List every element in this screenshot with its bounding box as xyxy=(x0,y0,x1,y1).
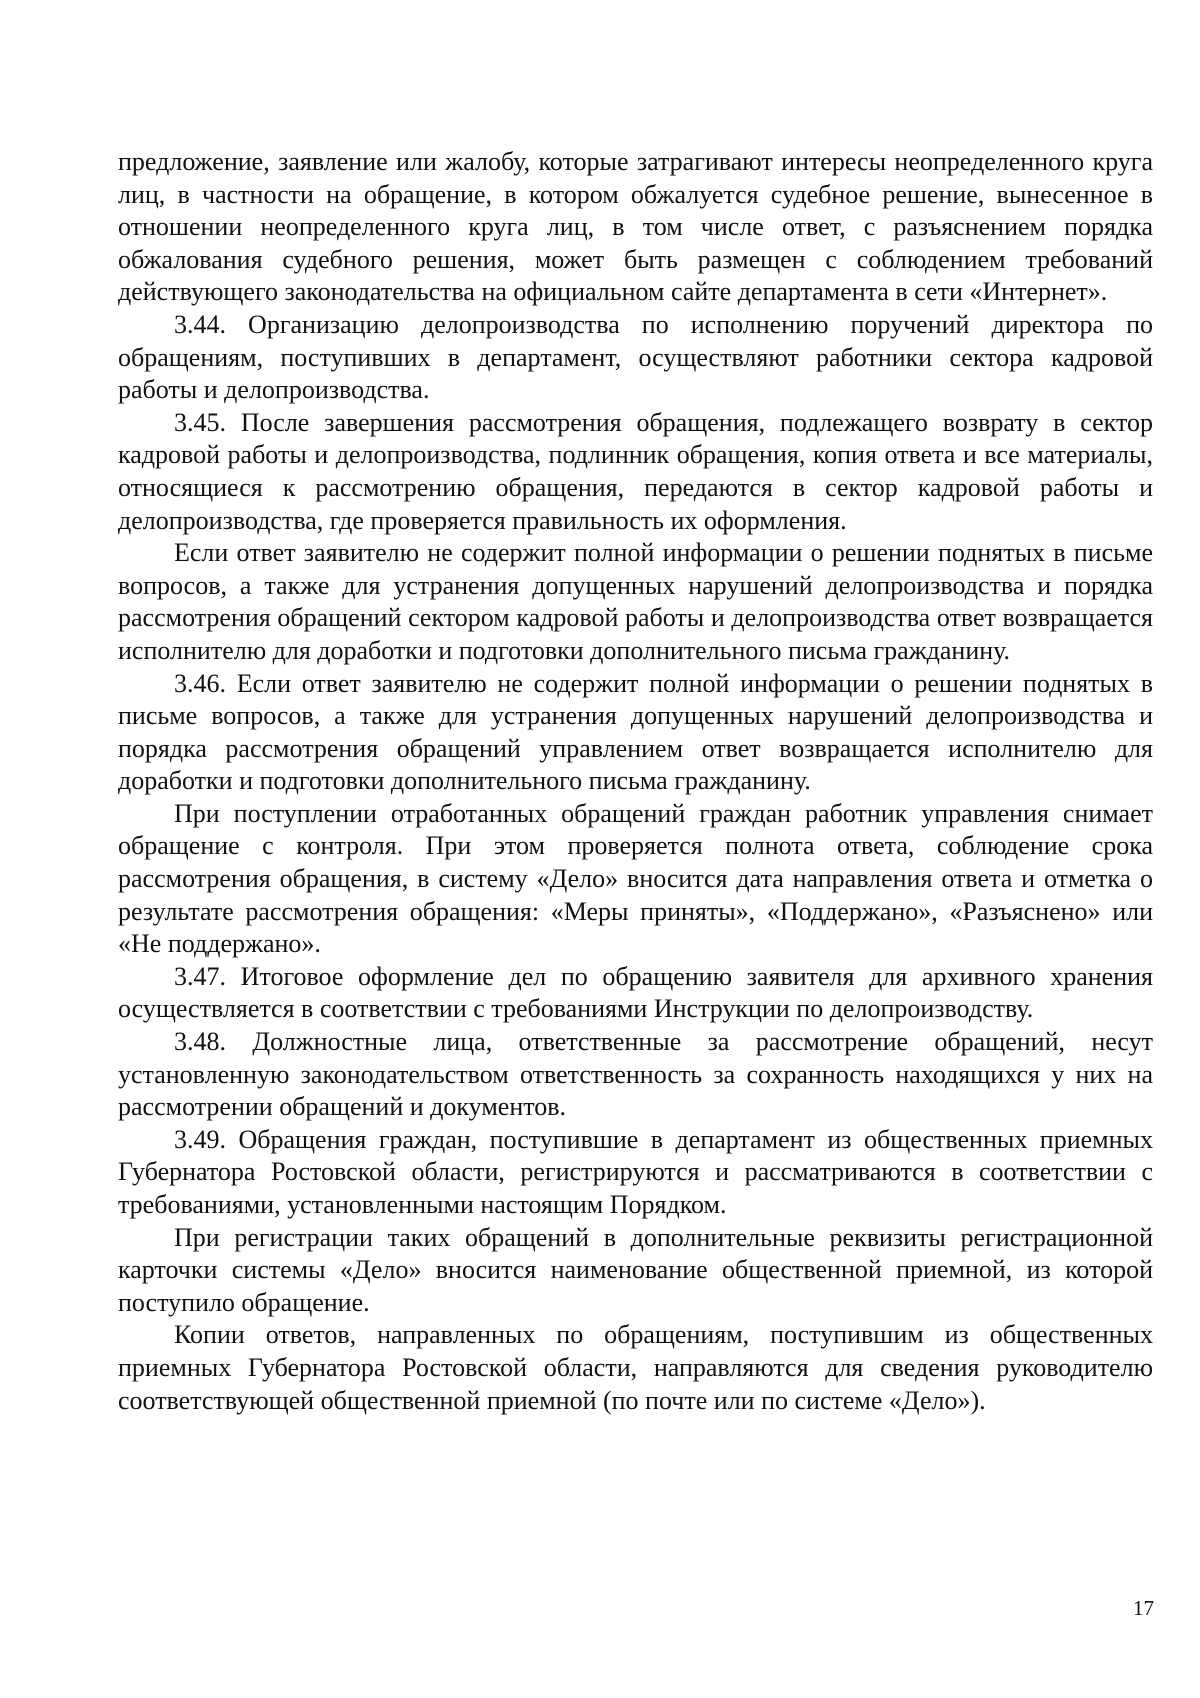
paragraph-3-48: 3.48. Должностные лица, ответственные за рассмотрение обращений, несут установленную законодательством ответственность за сохранность находящихся у них на рассмотрении обращений и документов. xyxy=(118,1027,1153,1122)
paragraph-3-49-registration: При регистрации таких обращений в дополнительные реквизиты регистрационной карточки системы «Дело» вносится наименование общественной приемной, из которой поступило обращение. xyxy=(118,1222,1153,1317)
paragraph-3-45-return: Если ответ заявителю не содержит полной информации о решении поднятых в письме вопросов, а также для устранения допущенных нарушений делопроизводства и порядка рассмотрения обращений сектором кадровой работы и делопроизводства ответ возвращается исполнителю для доработки и подготовки дополнительного письма гражданину. xyxy=(118,538,1153,665)
paragraph-3-49-copies: Копии ответов, направленных по обращениям, поступившим из общественных приемных Губернатора Ростовской области, направляются для сведения руководителю соответствующей общественной приемной (по почте или по системе «Дело»). xyxy=(118,1320,1153,1415)
paragraph-3-45: 3.45. После завершения рассмотрения обращения, подлежащего возврату в сектор кадровой работы и делопроизводства, подлинник обращения, копия ответа и все материалы, относящиеся к рассмотрению обращения, передаются в сектор кадровой работы и делопроизводства, где проверяется правильность их оформления. xyxy=(118,407,1153,535)
paragraph-3-47: 3.47. Итоговое оформление дел по обращению заявителя для архивного хранения осуществляется в соответствии с требованиями Инструкции по делопроизводству. xyxy=(118,961,1153,1024)
paragraph-3-44: 3.44. Организацию делопроизводства по исполнению поручений директора по обращениям, поступивших в департамент, осуществляют работники сектора кадровой работы и делопроизводства. xyxy=(118,309,1153,405)
paragraph-3-49: 3.49. Обращения граждан, поступившие в департамент из общественных приемных Губернатора Ростовской области, регистрируются и рассматриваются в соответствии с требованиями, установленными настоящим Порядком. xyxy=(118,1124,1153,1219)
document-body xyxy=(118,146,1153,1417)
paragraph-continuation: предложение, заявление или жалобу, которые затрагивают интересы неопределенного круга лиц, в частности на обращение, в котором обжалуется судебное решение, вынесенное в отношении неопределенного круга лиц, в том числе ответ, с разъяснением порядка обжалования судебного решения, может быть размещен с соблюдением требований действующего законодательства на официальном сайте департамента в сети «Интернет». xyxy=(118,147,1153,307)
page-number: 17 xyxy=(1133,1596,1154,1620)
paragraph-3-46: 3.46. Если ответ заявителю не содержит полной информации о решении поднятых в письме вопросов, а также для устранения допущенных нарушений делопроизводства и порядка рассмотрения обращений управлением ответ возвращается исполнителю для доработки и подготовки дополнительного письма гражданину. xyxy=(118,668,1153,796)
paragraph-3-46-control: При поступлении отработанных обращений граждан работник управления снимает обращение с контроля. При этом проверяется полнота ответа, соблюдение срока рассмотрения обращения, в систему «Дело» вносится дата направления ответа и отметка о результате рассмотрения обращения: «Меры приняты», «Поддержано», «Разъяснено» или «Не поддержано». xyxy=(118,798,1153,959)
